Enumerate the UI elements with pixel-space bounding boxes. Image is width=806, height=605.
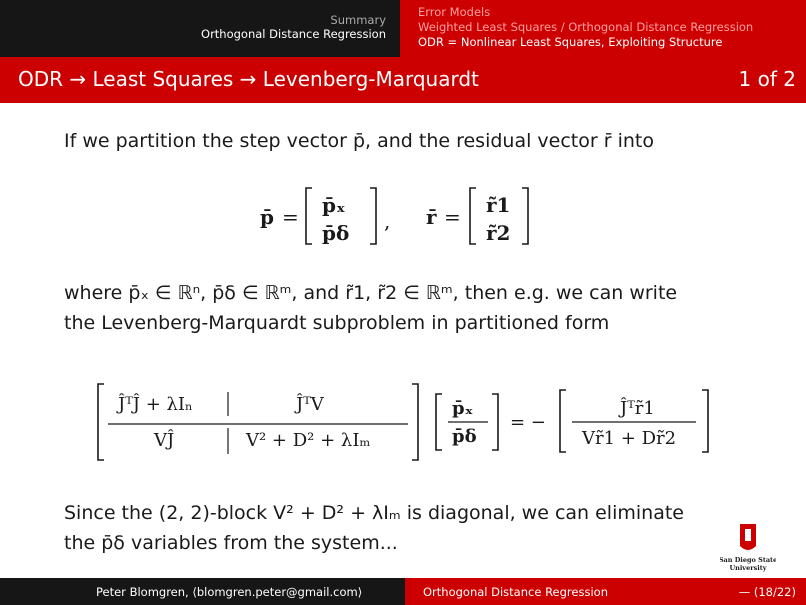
- eq2-vec-bracket-right: [492, 394, 498, 450]
- header-subsections: [400, 0, 806, 57]
- eq2-vec-pdelta: p̄δ: [452, 426, 477, 447]
- footer-topic: Orthogonal Distance Regression: [423, 585, 608, 599]
- eq1-bracket-left-1: [306, 188, 312, 244]
- nav-section-summary[interactable]: Summary: [330, 13, 386, 27]
- paragraph-since-line-2: the p̄δ variables from the system...: [64, 532, 398, 554]
- eq2-rhs-1: Ĵᵀr̃1: [620, 398, 655, 419]
- eq2-block-22: V² + D² + λIₘ: [246, 430, 371, 451]
- eq2-block-11: ĴᵀĴ + λIₙ: [118, 394, 193, 415]
- eq1-equals-1: =: [282, 205, 299, 229]
- footer-left: [0, 578, 405, 605]
- eq2-vec-px: p̄ₓ: [452, 398, 474, 419]
- paragraph-since-line-1: Since the (2, 2)-block V² + D² + λIₘ is diagonal, we can eliminate: [64, 502, 684, 524]
- sdsu-logo-mark: [720, 520, 776, 576]
- eq2-matrix-bracket-right: [412, 384, 418, 460]
- nav-subsection-error-models[interactable]: Error Models: [418, 5, 491, 19]
- eq2-block-12: ĴᵀV: [296, 394, 324, 415]
- slide-subpage: 1 of 2: [738, 67, 796, 91]
- eq1-bracket-right-1: [370, 188, 376, 244]
- eq1-pdelta: p̄δ: [322, 221, 350, 245]
- eq2-rhs-bracket-right: [702, 390, 708, 452]
- footer-author: Peter Blomgren, ⟨blomgren.peter@gmail.com⟩: [96, 585, 363, 599]
- eq2-equals-minus: = −: [510, 412, 546, 433]
- footer-bar: [0, 578, 806, 605]
- paragraph-where-line-2: the Levenberg-Marquardt subproblem in partitioned form: [64, 312, 610, 334]
- eq2-vec-bracket-left: [436, 394, 442, 450]
- nav-section-odr[interactable]: Orthogonal Distance Regression: [201, 27, 386, 41]
- eq1-r-symbol: r̄: [426, 205, 437, 229]
- footer-page-number: — (18/22): [738, 585, 796, 599]
- slide-title: ODR → Least Squares → Levenberg-Marquardt: [18, 67, 479, 91]
- paragraph-where-line-1: where p̄ₓ ∈ ℝⁿ, p̄δ ∈ ℝᵐ, and r̃1, r̃2 ∈ ℝᵐ, then e.g. we can write: [64, 282, 678, 304]
- equation-partition: [250, 182, 550, 252]
- eq2-matrix-bracket-left: [98, 384, 104, 460]
- eq1-bracket-left-2: [470, 188, 476, 244]
- footer-right: [405, 578, 806, 605]
- eq1-r2: r̃2: [486, 221, 511, 245]
- eq1-comma: ,: [384, 209, 391, 233]
- eq1-px: p̄ₓ: [322, 193, 346, 217]
- paragraph-partition: If we partition the step vector p̄, and the residual vector r̄ into: [64, 130, 654, 152]
- logo-text-2: University: [729, 564, 767, 572]
- eq2-rhs-2: Vr̃1 + Dr̃2: [582, 428, 677, 449]
- logo-text-1: San Diego State: [720, 556, 776, 564]
- header-sections: [0, 0, 400, 57]
- header-bar: [0, 0, 806, 57]
- eq2-rhs-bracket-left: [560, 390, 566, 452]
- eq2-block-21: VĴ: [154, 430, 175, 451]
- nav-subsection-odr-nls[interactable]: ODR = Nonlinear Least Squares, Exploiting Structure: [418, 35, 723, 49]
- eq1-equals-2: =: [444, 205, 461, 229]
- title-bar: [0, 57, 806, 103]
- eq1-bracket-right-2: [522, 188, 528, 244]
- eq1-p-symbol: p̄: [260, 205, 274, 229]
- equation-lm-system: [96, 380, 726, 464]
- logo-shield-mark: [745, 529, 751, 541]
- eq1-r1: r̃1: [486, 193, 511, 217]
- nav-subsection-wls-odr[interactable]: Weighted Least Squares / Orthogonal Distance Regression: [418, 20, 754, 34]
- sdsu-logo: [720, 520, 776, 580]
